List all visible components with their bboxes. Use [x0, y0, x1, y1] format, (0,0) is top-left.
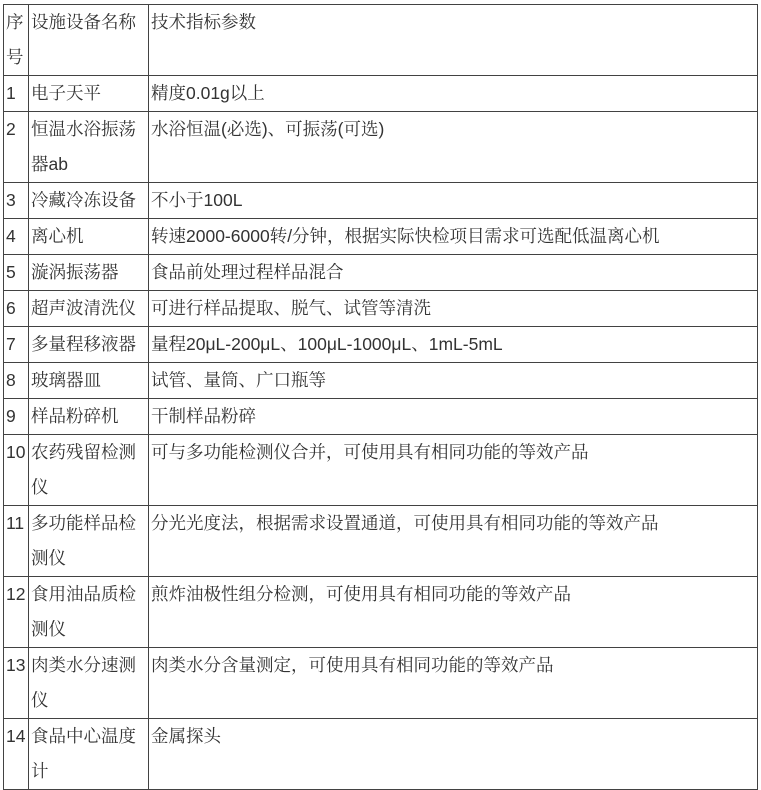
table-row	[4, 291, 758, 327]
cell-serial-number: 1	[4, 76, 29, 112]
table-row	[4, 577, 758, 648]
cell-technical-spec: 不小于100L	[149, 183, 758, 219]
cell-serial-number: 2	[4, 112, 29, 183]
table-row	[4, 435, 758, 506]
table-row	[4, 219, 758, 255]
cell-technical-spec: 转速2000-6000转/分钟，根据实际快检项目需求可选配低温离心机	[149, 219, 758, 255]
cell-technical-spec: 干制样品粉碎	[149, 399, 758, 435]
table-row	[4, 112, 758, 183]
cell-equipment-name: 漩涡振荡器	[29, 255, 149, 291]
cell-equipment-name: 肉类水分速测仪	[29, 648, 149, 719]
cell-serial-number: 11	[4, 506, 29, 577]
cell-technical-spec: 金属探头	[149, 719, 758, 790]
cell-serial-number: 4	[4, 219, 29, 255]
cell-equipment-name: 离心机	[29, 219, 149, 255]
table-row	[4, 327, 758, 363]
cell-equipment-name: 食品中心温度计	[29, 719, 149, 790]
cell-equipment-name: 恒温水浴振荡器ab	[29, 112, 149, 183]
cell-serial-number: 8	[4, 363, 29, 399]
cell-equipment-name: 样品粉碎机	[29, 399, 149, 435]
cell-equipment-name: 玻璃器皿	[29, 363, 149, 399]
cell-serial-number: 13	[4, 648, 29, 719]
cell-technical-spec: 食品前处理过程样品混合	[149, 255, 758, 291]
table-row	[4, 399, 758, 435]
cell-technical-spec: 肉类水分含量测定，可使用具有相同功能的等效产品	[149, 648, 758, 719]
cell-serial-number: 14	[4, 719, 29, 790]
table-row	[4, 363, 758, 399]
table-row	[4, 183, 758, 219]
header-serial-number: 序号	[4, 5, 29, 76]
cell-equipment-name: 农药残留检测仪	[29, 435, 149, 506]
cell-equipment-name: 冷藏冷冻设备	[29, 183, 149, 219]
table-row	[4, 719, 758, 790]
cell-serial-number: 5	[4, 255, 29, 291]
cell-equipment-name: 多量程移液器	[29, 327, 149, 363]
cell-serial-number: 7	[4, 327, 29, 363]
table-header-row	[4, 5, 758, 76]
cell-technical-spec: 煎炸油极性组分检测，可使用具有相同功能的等效产品	[149, 577, 758, 648]
cell-equipment-name: 电子天平	[29, 76, 149, 112]
table-row	[4, 506, 758, 577]
cell-serial-number: 6	[4, 291, 29, 327]
cell-serial-number: 3	[4, 183, 29, 219]
table-row	[4, 255, 758, 291]
cell-equipment-name: 超声波清洗仪	[29, 291, 149, 327]
cell-technical-spec: 水浴恒温(必选)、可振荡(可选)	[149, 112, 758, 183]
cell-technical-spec: 分光光度法，根据需求设置通道，可使用具有相同功能的等效产品	[149, 506, 758, 577]
header-equipment-name: 设施设备名称	[29, 5, 149, 76]
cell-technical-spec: 试管、量筒、广口瓶等	[149, 363, 758, 399]
cell-technical-spec: 精度0.01g以上	[149, 76, 758, 112]
header-technical-spec: 技术指标参数	[149, 5, 758, 76]
cell-serial-number: 9	[4, 399, 29, 435]
table-row	[4, 76, 758, 112]
cell-serial-number: 10	[4, 435, 29, 506]
cell-equipment-name: 多功能样品检测仪	[29, 506, 149, 577]
cell-equipment-name: 食用油品质检测仪	[29, 577, 149, 648]
cell-technical-spec: 量程20μL-200μL、100μL-1000μL、1mL-5mL	[149, 327, 758, 363]
cell-technical-spec: 可与多功能检测仪合并，可使用具有相同功能的等效产品	[149, 435, 758, 506]
cell-technical-spec: 可进行样品提取、脱气、试管等清洗	[149, 291, 758, 327]
equipment-spec-table	[3, 4, 758, 790]
table-row	[4, 648, 758, 719]
cell-serial-number: 12	[4, 577, 29, 648]
